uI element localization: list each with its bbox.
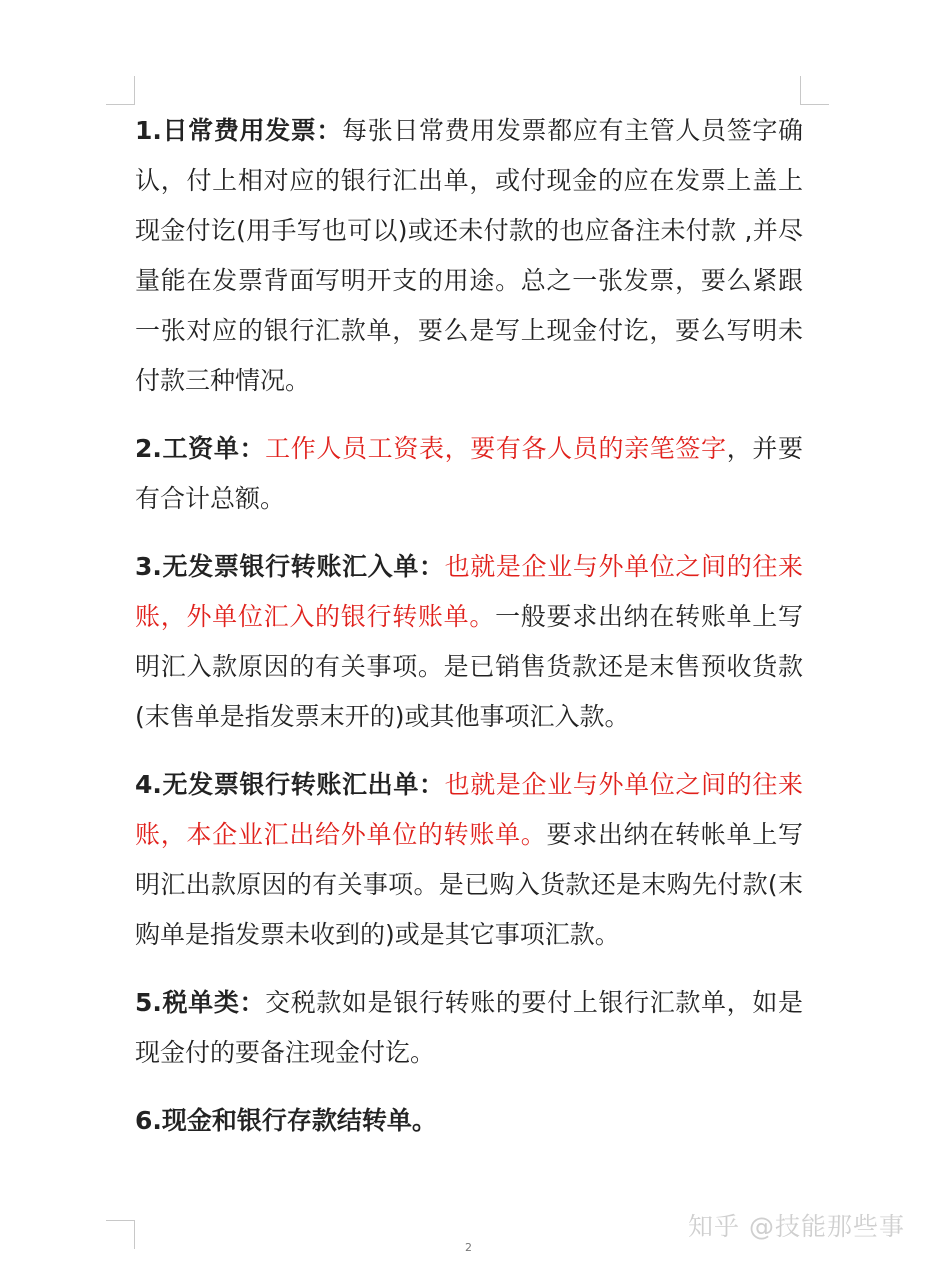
paragraph-tax-documents bbox=[135, 978, 803, 1078]
paragraph-daily-expense-invoice bbox=[135, 106, 803, 406]
highlighted-text: 也就是企业与外单位之间的往来账，外单位汇入的银行转账单。 bbox=[135, 552, 803, 631]
zhihu-watermark: 知乎 @技能那些事 bbox=[688, 1212, 905, 1241]
paragraph-incoming-transfer bbox=[135, 542, 803, 742]
page-corner-mark-top-left bbox=[106, 76, 135, 105]
paragraph-text: 要求出纳在转帐单上写明汇出款原因的有关事项。是已购入货款还是末购先付款(末购单是指发票未收到的)或是其它事项汇款。 bbox=[135, 820, 803, 949]
highlighted-text: 工作人员工资表，要有各人员的亲笔签字 bbox=[265, 434, 727, 463]
paragraph-outgoing-transfer bbox=[135, 760, 803, 960]
paragraph-heading: 6.现金和银行存款结转单。 bbox=[135, 1106, 437, 1135]
highlighted-text: 也就是企业与外单位之间的往来账，本企业汇出给外单位的转账单。 bbox=[135, 770, 803, 849]
paragraph-payroll bbox=[135, 424, 803, 524]
paragraph-heading: 2.工资单： bbox=[135, 434, 266, 463]
paragraph-heading: 3.无发票银行转账汇入单： bbox=[135, 552, 445, 581]
paragraph-text: 每张日常费用发票都应有主管人员签字确认，付上相对应的银行汇出单，或付现金的应在发票上盖上现金付讫(用手写也可以)或还未付款的也应备注未付款 ,并尽量能在发票背面写明开支的用途。总之一张发票，要么紧跟一张对应的银行汇款单，要么是写上现金付讫，要么写明未付款三种情况。 bbox=[135, 116, 803, 395]
paragraph-text: 交税款如是银行转账的要付上银行汇款单，如是现金付的要备注现金付讫。 bbox=[135, 988, 803, 1067]
paragraph-text: 一般要求出纳在转账单上写明汇入款原因的有关事项。是已销售货款还是末售预收货款(末售单是指发票末开的)或其他事项汇入款。 bbox=[135, 602, 803, 731]
paragraph-text: ，并要有合计总额。 bbox=[135, 434, 803, 513]
paragraph-heading: 5.税单类： bbox=[135, 988, 266, 1017]
page-corner-mark-top-right bbox=[800, 76, 829, 105]
paragraph-heading: 4.无发票银行转账汇出单： bbox=[135, 770, 445, 799]
paragraph-cash-bank-transfer bbox=[135, 1096, 803, 1146]
document-body bbox=[135, 106, 803, 1164]
page-number: 2 bbox=[465, 1241, 472, 1254]
paragraph-heading: 1.日常费用发票： bbox=[135, 116, 343, 145]
